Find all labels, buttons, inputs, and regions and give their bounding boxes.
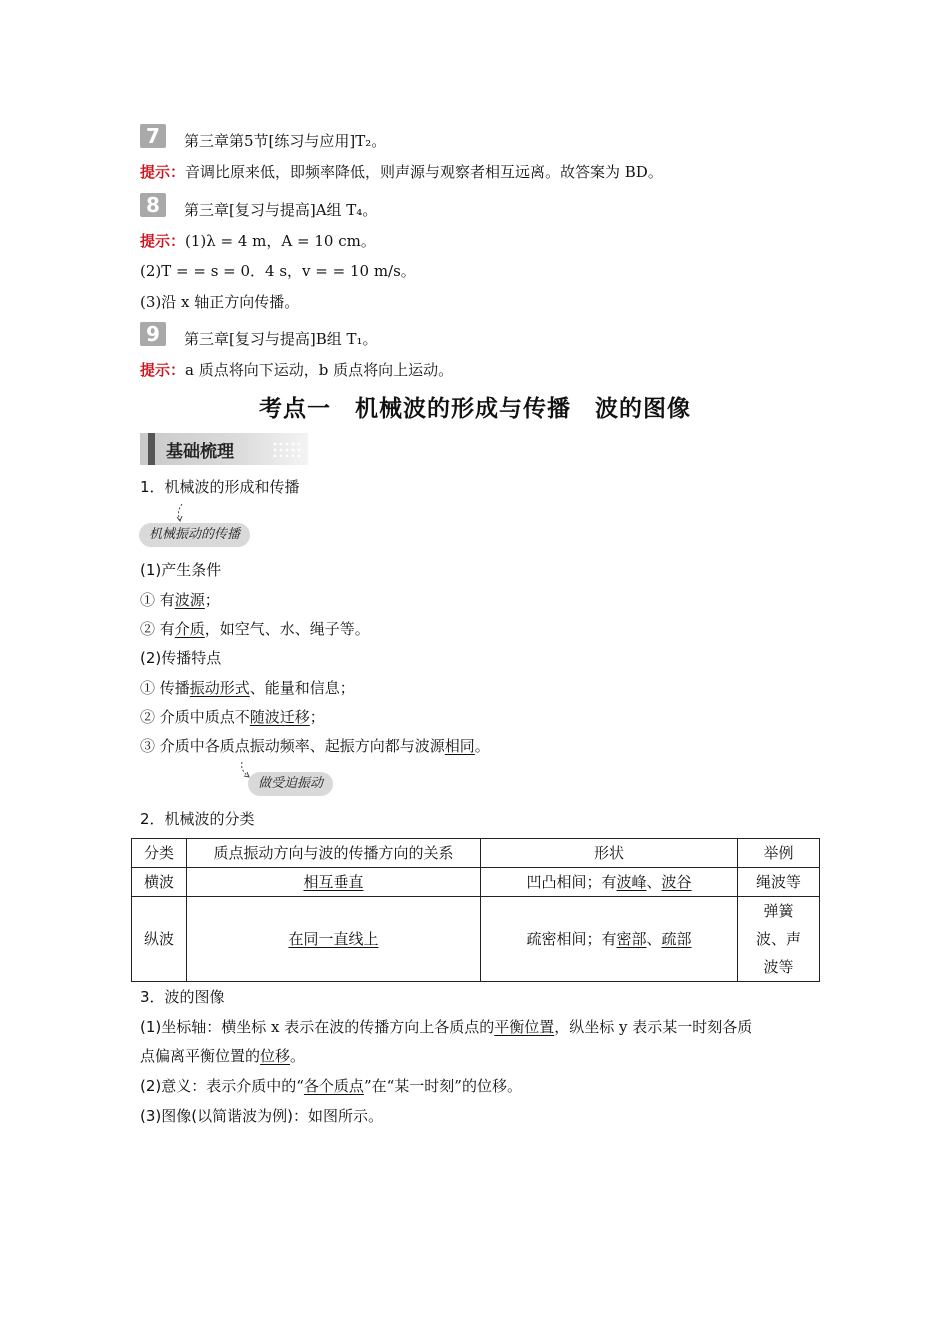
margin-note: 做受迫振动 — [248, 772, 333, 796]
item-text: ① 有 — [140, 591, 175, 609]
section-title: 考点一 机械波的形成与传播 波的图像 — [259, 396, 691, 422]
answer-blank: 疏部 — [661, 930, 692, 948]
column-header: 举例 — [738, 839, 820, 868]
answer-blank: 各个质点 — [303, 1077, 364, 1095]
item-text: 。 — [474, 737, 490, 755]
hint-text: 音调比原来低，即频率降低，则声源与观察者相互远离。故答案为 BD。 — [185, 163, 663, 181]
paragraph-line — [140, 1045, 305, 1067]
answer-blank: 在同一直线上 — [288, 930, 379, 948]
item-text: 表示介质中的“ — [206, 1077, 304, 1095]
cell-text: 、 — [646, 873, 662, 891]
classification-table — [131, 838, 820, 982]
cell-text: 波等 — [763, 958, 794, 976]
hint-line — [140, 161, 663, 183]
answer-blank: 位移 — [260, 1047, 291, 1065]
answer-blank: 波源 — [174, 591, 205, 609]
item-heading: (2)传播特点 — [140, 649, 222, 667]
item-text: ”在“某一时刻”的位移。 — [363, 1077, 522, 1095]
hint-label: 提示： — [140, 232, 186, 250]
hint-label: 提示： — [140, 361, 186, 379]
paragraph-line — [140, 1105, 383, 1127]
answer-blank: 介质 — [174, 620, 205, 638]
hint-label: 提示： — [140, 163, 186, 181]
exercise-number-badge: 7 — [140, 124, 166, 148]
item-text: 、能量和信息； — [249, 679, 355, 697]
item-text: ，纵坐标 y 表示某一时刻各质 — [554, 1018, 753, 1036]
table-row — [132, 897, 820, 982]
item-text: ② 介质中质点不 — [140, 708, 250, 726]
hint-line: (2)T = = s = 0．4 s，v = = 10 m/s。 — [140, 262, 416, 280]
note-arrow-icon — [170, 502, 190, 524]
hint-text: (1)λ = 4 m，A = 10 cm。 — [185, 232, 376, 250]
table-header-row — [132, 839, 820, 868]
column-header: 形状 — [481, 839, 738, 868]
exercise-reference: 第三章第5节[练习与应用]T₂。 — [184, 132, 387, 150]
margin-note: 机械振动的传播 — [139, 523, 250, 547]
item-heading: (1)产生条件 — [140, 561, 222, 579]
list-item — [140, 706, 325, 728]
list-item — [140, 677, 355, 699]
item-label: (2)意义： — [140, 1077, 207, 1095]
hint-line — [140, 359, 453, 381]
table-cell: 纵波 — [132, 897, 187, 982]
answer-blank: 随波迁移 — [249, 708, 310, 726]
item-text: ② 有 — [140, 620, 175, 638]
item-text: ； — [309, 708, 325, 726]
subsection-heading: 1．机械波的形成和传播 — [140, 478, 300, 496]
table-cell — [187, 897, 481, 982]
item-text: 横坐标 x 表示在波的传播方向上各质点的 — [221, 1018, 495, 1036]
exercise-reference: 第三章[复习与提高]B组 T₁。 — [184, 330, 378, 348]
item-label: (1)坐标轴： — [140, 1018, 222, 1036]
banner-label: 基础梳理 — [166, 442, 234, 462]
table-row — [132, 868, 820, 897]
subsection-heading: 2．机械波的分类 — [140, 810, 255, 828]
exercise-reference: 第三章[复习与提高]A组 T₄。 — [184, 201, 378, 219]
hint-text: a 质点将向下运动，b 质点将向上运动。 — [185, 361, 454, 379]
item-text: ，如空气、水、绳子等。 — [204, 620, 370, 638]
table-cell — [481, 868, 738, 897]
paragraph-line — [140, 1075, 522, 1097]
column-header: 分类 — [132, 839, 187, 868]
answer-blank: 相互垂直 — [303, 873, 364, 891]
list-item — [140, 618, 370, 640]
hint-line — [140, 230, 376, 252]
list-item — [140, 735, 490, 757]
cell-text: 弹簧 — [763, 902, 794, 920]
cell-text: 、 — [646, 930, 662, 948]
banner-accent-bar — [148, 433, 155, 465]
hint-line: (3)沿 x 轴正方向传播。 — [140, 293, 300, 311]
exercise-number-badge: 8 — [140, 193, 166, 217]
item-text: 。 — [290, 1047, 306, 1065]
cell-text: 凹凸相间；有 — [526, 873, 617, 891]
paragraph-line — [140, 1016, 752, 1038]
item-text: 如图所示。 — [307, 1107, 383, 1125]
table-cell — [738, 897, 820, 982]
list-item — [140, 589, 220, 611]
answer-blank: 波谷 — [661, 873, 692, 891]
banner-dots — [272, 441, 302, 457]
item-text: ； — [204, 591, 220, 609]
answer-blank: 波峰 — [616, 873, 647, 891]
subsection-heading: 3．波的图像 — [140, 988, 225, 1006]
item-label: (3)图像(以简谐波为例)： — [140, 1107, 308, 1125]
answer-blank: 平衡位置 — [494, 1018, 555, 1036]
item-text: ③ 介质中各质点振动频率、起振方向都与波源 — [140, 737, 445, 755]
answer-blank: 振动形式 — [189, 679, 250, 697]
column-header: 质点振动方向与波的传播方向的关系 — [187, 839, 481, 868]
section-banner — [140, 433, 308, 465]
exercise-number-badge: 9 — [140, 322, 166, 346]
item-text: ① 传播 — [140, 679, 190, 697]
answer-blank: 密部 — [616, 930, 647, 948]
answer-blank: 相同 — [444, 737, 475, 755]
table-cell: 横波 — [132, 868, 187, 897]
cell-text: 疏密相间；有 — [526, 930, 617, 948]
item-text: 点偏离平衡位置的 — [140, 1047, 261, 1065]
table-cell: 绳波等 — [738, 868, 820, 897]
cell-text: 波、声 — [755, 930, 801, 948]
table-cell — [187, 868, 481, 897]
table-cell — [481, 897, 738, 982]
